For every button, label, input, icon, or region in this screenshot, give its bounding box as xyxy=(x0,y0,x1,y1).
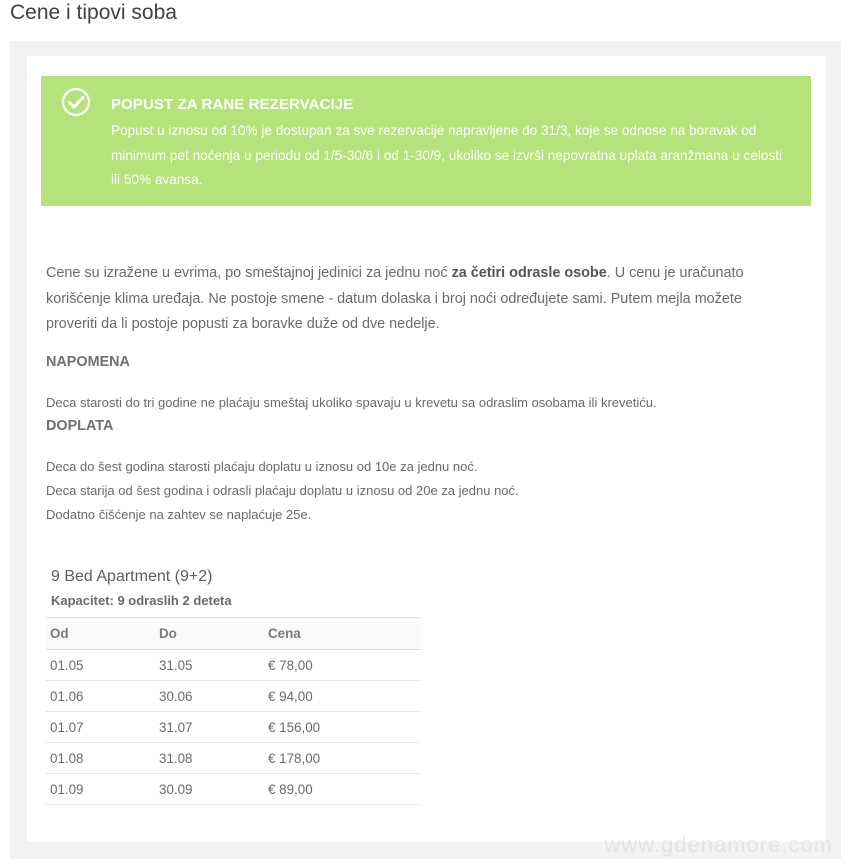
table-header-row xyxy=(46,618,421,650)
promo-text: Popust u iznosu od 10% je dostupan za sve rezervacije napravljene do 31/3, koje se odnose na boravak od minimum pet noćenja u periodu od 1/5-30/6 i od 1-30/9, ukoliko se izvrši nepovratna uplata aranžmana u celosti ili 50% avansa. xyxy=(111,123,783,187)
table-row xyxy=(46,681,421,712)
cell-to: 30.06 xyxy=(155,681,264,712)
cell-from: 01.07 xyxy=(46,712,155,743)
table-row xyxy=(46,774,421,805)
intro-paragraph xyxy=(46,261,791,338)
intro-text-1: Cene su izražene u evrima, po smeštajnoj jedinici za jednu noć xyxy=(46,265,452,281)
napomena-line: Deca starosti do tri godine ne plaćaju smeštaj ukoliko spavaju u krevetu sa odraslim osobama ili krevetiću. xyxy=(46,395,657,410)
promo-title: POPUST ZA RANE REZERVACIJE xyxy=(111,96,354,113)
cell-to: 31.08 xyxy=(155,743,264,774)
site-watermark: www.gdenamore.com xyxy=(604,832,833,857)
doplata-heading: DOPLATA xyxy=(46,418,114,434)
doplata-line: Deca starija od šest godina i odrasli plaćaju doplatu u iznosu od 20e za jednu noć. xyxy=(46,483,519,498)
check-circle-icon xyxy=(61,87,91,117)
cell-to: 31.07 xyxy=(155,712,264,743)
cell-price: € 178,00 xyxy=(264,743,421,774)
cell-to: 31.05 xyxy=(155,650,264,681)
cell-price: € 78,00 xyxy=(264,650,421,681)
cell-from: 01.05 xyxy=(46,650,155,681)
column-header-price: Cena xyxy=(264,618,421,650)
table-row xyxy=(46,743,421,774)
column-header-to: Do xyxy=(155,618,264,650)
napomena-heading: NAPOMENA xyxy=(46,354,130,370)
intro-text-2: . U cenu je uračunato korišćenje klima uređaja. Ne postoje smene - datum dolaska i broj noći određujete sami. Putem mejla možete proveriti da li postoje popusti za boravke duže od dve nedelje. xyxy=(46,265,744,332)
room-capacity: Kapacitet: 9 odraslih 2 deteta xyxy=(51,593,232,608)
cell-price: € 89,00 xyxy=(264,774,421,805)
table-row xyxy=(46,650,421,681)
column-header-from: Od xyxy=(46,618,155,650)
cell-from: 01.09 xyxy=(46,774,155,805)
doplata-line: Deca do šest godina starosti plaćaju doplatu u iznosu od 10e za jednu noć. xyxy=(46,459,478,474)
intro-bold: za četiri odrasle osobe xyxy=(451,265,607,281)
room-title: 9 Bed Apartment (9+2) xyxy=(51,568,213,585)
cell-price: € 94,00 xyxy=(264,681,421,712)
cell-from: 01.06 xyxy=(46,681,155,712)
cell-to: 30.09 xyxy=(155,774,264,805)
doplata-line: Dodatno čišćenje na zahtev se naplaćuje 25e. xyxy=(46,507,312,522)
cell-price: € 156,00 xyxy=(264,712,421,743)
price-table xyxy=(46,617,421,805)
cell-from: 01.08 xyxy=(46,743,155,774)
page-title: Cene i tipovi soba xyxy=(10,1,177,24)
table-row xyxy=(46,712,421,743)
